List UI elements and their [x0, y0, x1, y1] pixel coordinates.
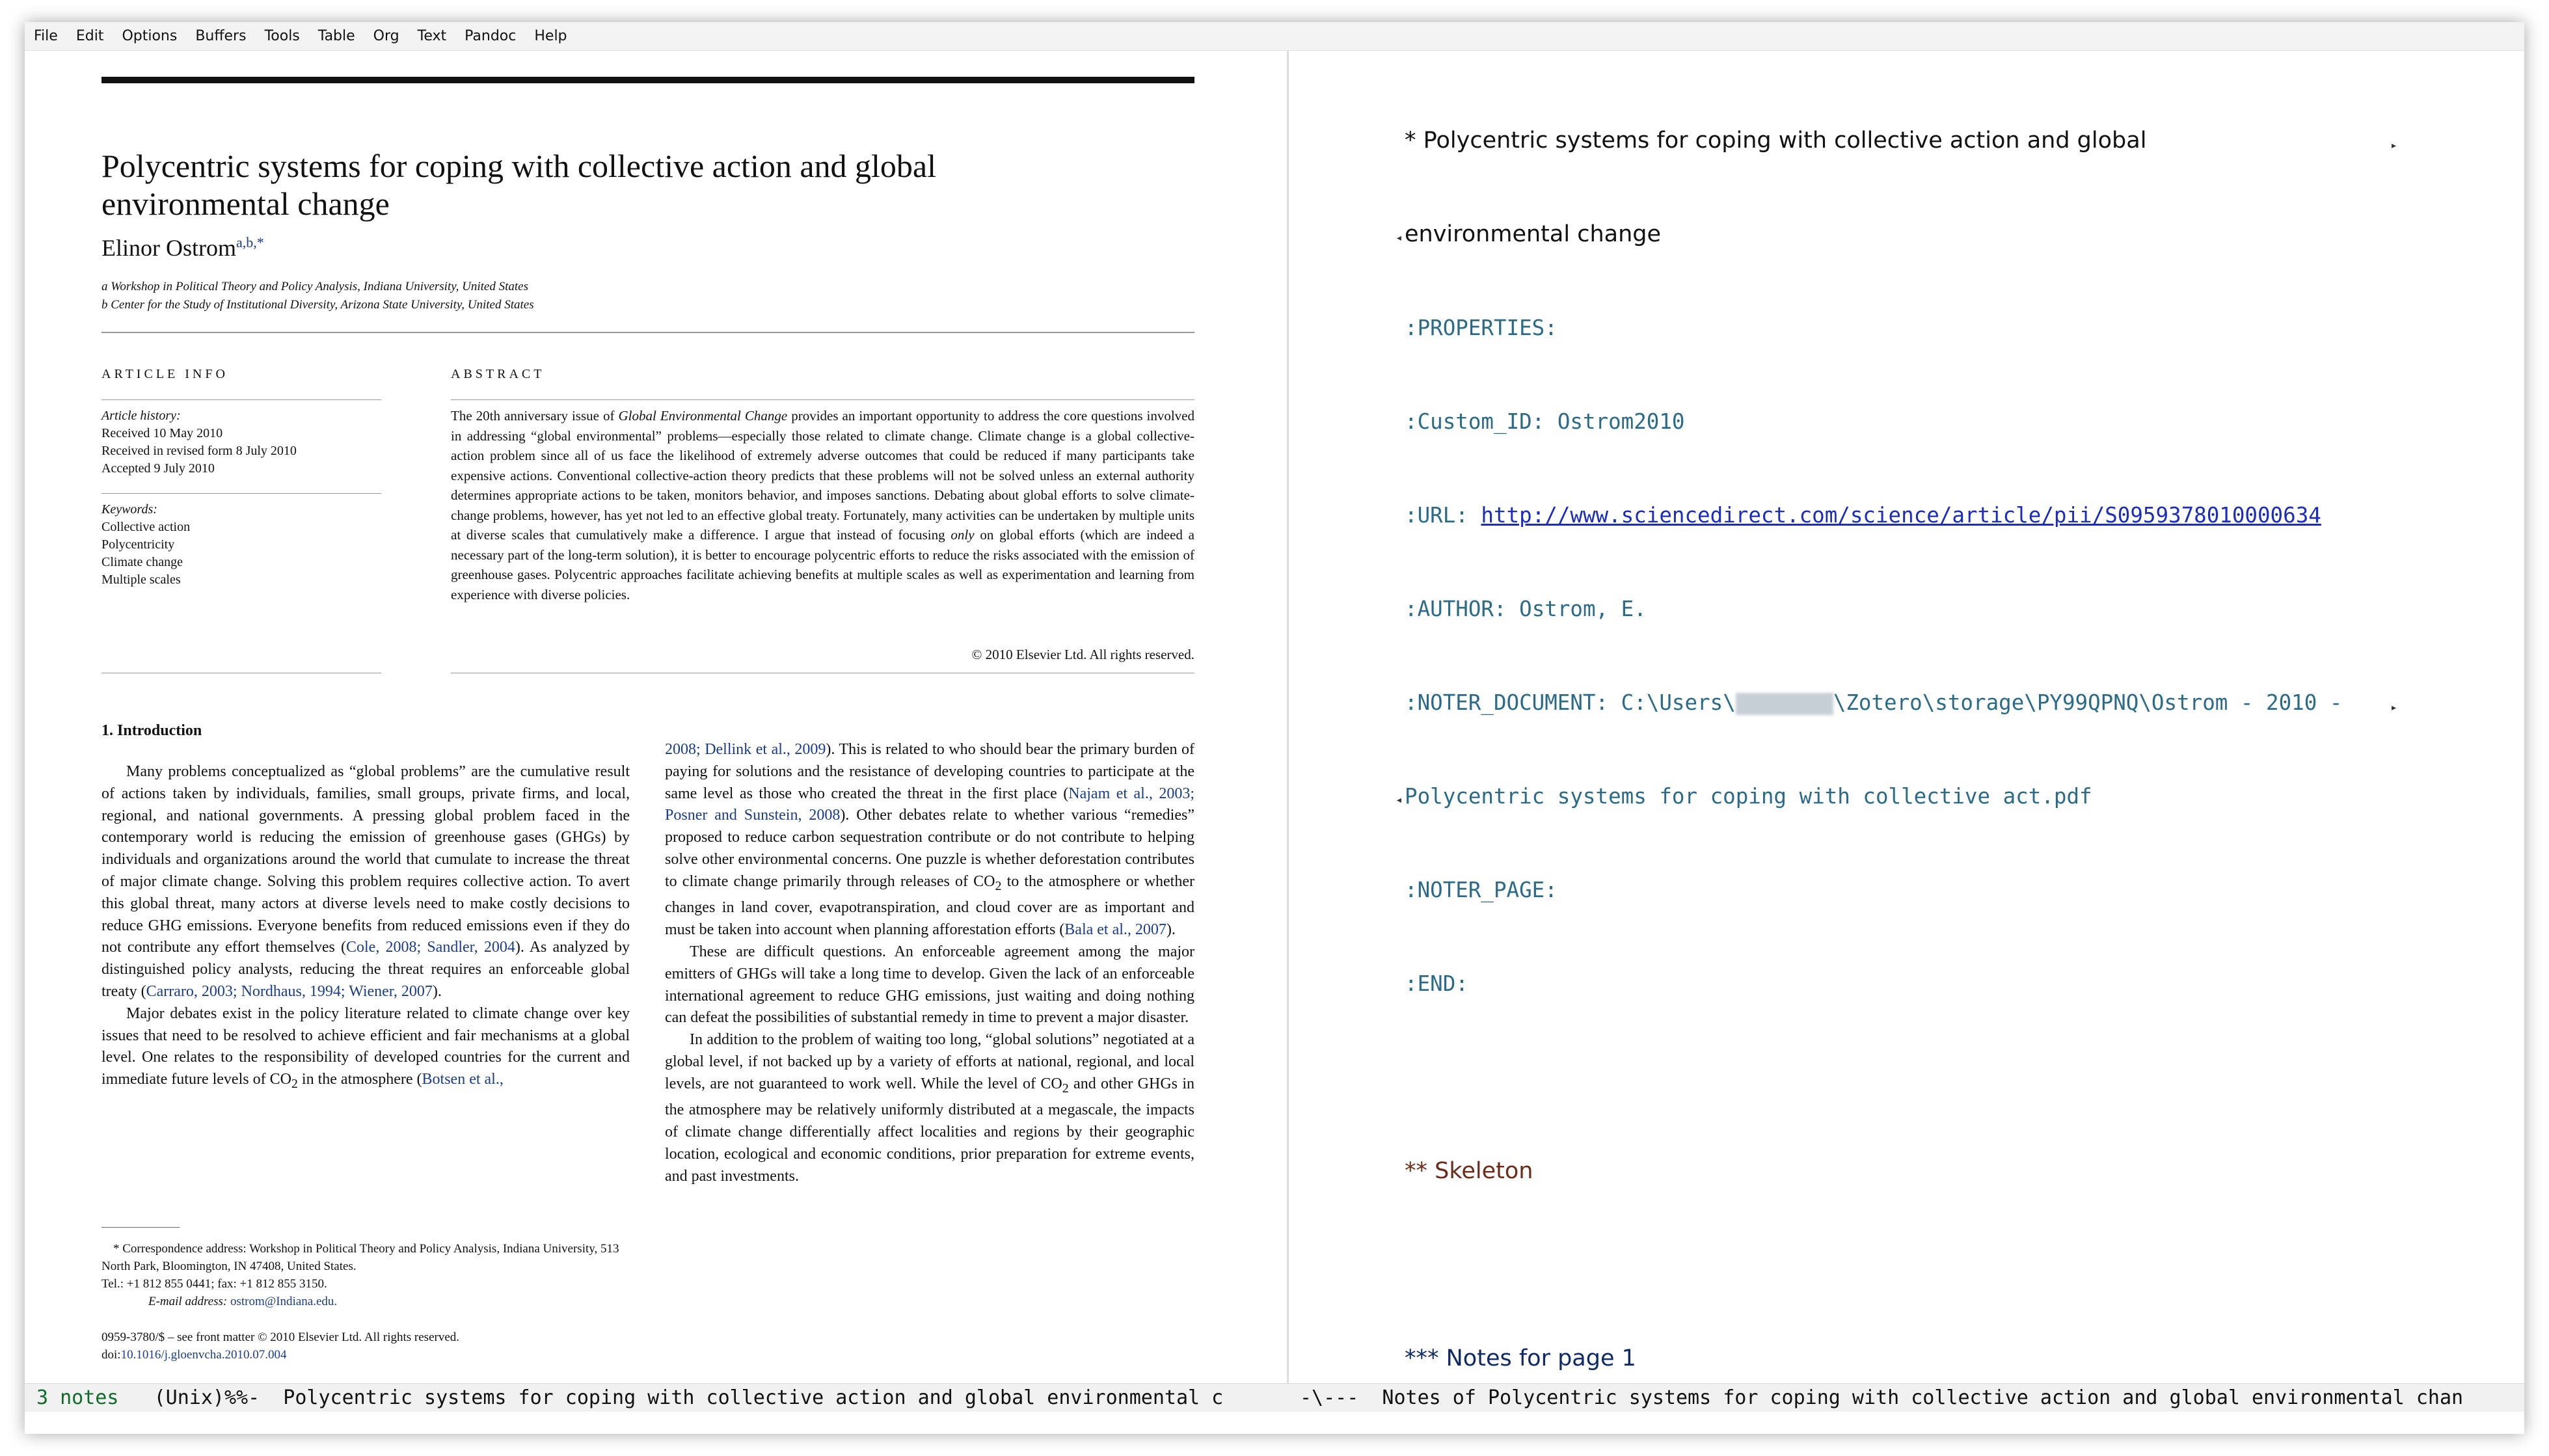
text-run: ). Other debates relate to whether various “remedies” proposed to reduce carbon sequestration contribute or do not contribute to helping solve other environmental concerns. One puzzle is whether deforestation contributes to climate change primarily through releases of CO: [665, 807, 1194, 890]
properties-drawer-end: :END:: [1405, 971, 1468, 996]
subscript: 2: [995, 878, 1002, 893]
paragraph: [665, 1029, 1194, 1187]
text-run: ). This is related to who should bear the primary burden of paying for solutions and the resistance of developing countries to participate at the same level as those who created the threat in the first place (: [665, 741, 1194, 802]
org-line: [1396, 219, 2394, 250]
text-run: Major debates exist in the policy literature related to climate change over key issues that need to be resolved to achieve efficient and fair mechanisms at a global level. One relates to the responsibility of developed countries for the current and immediate future levels of CO: [101, 1004, 630, 1088]
menu-buffers[interactable]: Buffers: [195, 28, 247, 44]
menu-org[interactable]: Org: [373, 28, 399, 44]
property-value: \Zotero\storage\PY99QPNQ\Ostrom - 2010 -: [1833, 690, 2343, 715]
pdf-pane[interactable]: [25, 51, 1287, 1383]
wrap-left-arrow-icon: ◂: [1396, 793, 1403, 807]
footnote: [101, 1240, 635, 1310]
menu-tools[interactable]: Tools: [264, 28, 300, 44]
property-key: :NOTER_DOCUMENT:: [1405, 690, 1609, 715]
org-line: [1396, 781, 2394, 812]
email-link[interactable]: ostrom@Indiana.edu.: [230, 1295, 338, 1308]
org-line: [1405, 312, 2394, 344]
menu-file[interactable]: File: [34, 28, 58, 44]
menu-text[interactable]: Text: [417, 28, 447, 44]
paragraph: [101, 1003, 630, 1096]
article-title: [101, 147, 1077, 222]
menu-table[interactable]: Table: [317, 28, 355, 44]
property-key: :Custom_ID:: [1405, 409, 1545, 434]
text-column-1: [101, 761, 630, 1096]
property-value: C:\Users\: [1621, 690, 1736, 715]
property-value: Ostrom, E.: [1519, 597, 1647, 621]
footnote-tel: Tel.: +1 812 855 0441; fax: +1 812 855 3150.: [101, 1277, 327, 1291]
menu-edit[interactable]: Edit: [75, 28, 104, 44]
org-heading-3[interactable]: *** Notes for page 1: [1405, 1345, 1636, 1371]
journal-name: Global Environmental Change: [618, 408, 788, 424]
url-link[interactable]: http://www.sciencedirect.com/science/article/pii/S0959378010000634: [1481, 503, 2321, 528]
properties-drawer-start: :PROPERTIES:: [1405, 316, 1558, 340]
keyword: Polycentricity: [101, 537, 175, 552]
journal-header-rule: [101, 77, 1194, 83]
copyright: © 2010 Elsevier Ltd. All rights reserved.: [971, 647, 1194, 662]
wrap-left-arrow-icon: ◂: [1396, 231, 1403, 245]
abstract-text: [451, 406, 1194, 604]
org-line: [1405, 1155, 2394, 1187]
emacs-window: [25, 22, 2524, 1434]
email-label: E-mail address:: [148, 1295, 230, 1308]
text-run: to the atmosphere or whether changes in land cover, evapotranspiration, and cloud cover are as important and must be taken into account when planning afforestation efforts (: [665, 872, 1194, 939]
abstract-emphasis: only: [951, 527, 975, 543]
org-line: [1405, 406, 2394, 437]
property-value: Polycentric systems for coping with collective act.pdf: [1405, 784, 2092, 809]
mode-line-buffer-info: (Unix)%%- Polycentric systems for coping with collective action and global environmental c: [118, 1386, 1224, 1409]
text-run: ).: [432, 982, 442, 1000]
footnote-rule: [101, 1227, 180, 1228]
keyword: Climate change: [101, 555, 183, 569]
mode-line-buffer-info: -\--- Notes of Polycentric systems for coping with collective action and global environmental chan: [1300, 1386, 2464, 1409]
citation-link[interactable]: Botsen et al.,: [422, 1071, 504, 1088]
text-column-2: [665, 739, 1194, 1188]
issn-doi: [101, 1328, 635, 1364]
paragraph: [665, 739, 1194, 941]
citation-link[interactable]: Bala et al., 2007: [1064, 921, 1167, 939]
keyword: Multiple scales: [101, 573, 181, 587]
subscript: 2: [1062, 1081, 1069, 1096]
org-line: [1405, 500, 2394, 531]
paragraph: These are difficult questions. An enforceable agreement among the major emitters of GHGs will take a long time to develop. Given the lack of an enforceable international agreement to reduce GHG emissions, just waiting and doing nothing can defeat the possibilities of substantial remedy in time to prevent a major disaster.: [665, 943, 1194, 1027]
echo-area[interactable]: [25, 1412, 2524, 1434]
wrap-right-arrow-icon: ▸: [2390, 701, 2397, 714]
org-blank-line: [1405, 1249, 2394, 1280]
org-blank-line: [1405, 1062, 2394, 1093]
article-history: [101, 407, 381, 478]
text-run: Many problems conceptualized as “global problems” are the cumulative result of actions taken by individuals, families, small groups, private firms, and local, regional, and national governments. A pressing global problem faced in the contemporary world is reducing the emission of greenhouse gases (GHGs) by individuals and organizations around the world that cumulate to increase the threat of major climate change. Solving this problem requires collective action. To avert this global threat, many actors at diverse levels need to make costly decisions to reduce GHG emissions. Everyone benefits from reduced emissions even if they do not contribute any effort themselves (: [101, 763, 630, 956]
keyword: Collective action: [101, 520, 191, 534]
text-run: ).: [1166, 921, 1176, 939]
org-line: [1405, 593, 2394, 625]
issn: 0959-3780/$ – see front matter © 2010 Elsevier Ltd. All rights reserved.: [101, 1330, 460, 1344]
citation-link[interactable]: Cole, 2008; Sandler, 2004: [345, 939, 515, 956]
divider: [451, 399, 1194, 400]
text-run: ). As analyzed by distinguished policy analysts, reducing the threat requires an enforceable global treaty (: [101, 939, 630, 1000]
history-revised: Received in revised form 8 July 2010: [101, 444, 297, 458]
org-line: [1405, 687, 2397, 718]
citation-link[interactable]: Najam et al., 2003; Posner and Sunstein, 2008: [665, 785, 1195, 824]
org-buffer[interactable]: [1396, 62, 2397, 1383]
citation-link[interactable]: 2008; Dellink et al., 2009: [665, 741, 826, 758]
property-value: Ostrom2010: [1557, 409, 1685, 434]
org-line: [1405, 874, 2394, 906]
abstract-heading: ABSTRACT: [451, 367, 545, 381]
abstract-part: provides an important opportunity to address the core questions involved in addressing “global environmental” problems—especially those related to climate change. Climate change is a global collective-action problem since all of us face the likelihood of extremely adverse outcomes that could be reduced if many participants take expensive actions. Conventional collective-action theory predicts that these problems will not be solved unless an external authority determines appropriate actions to be taken, monitors behavior, and imposes sanctions. Debating about global efforts to solve climate-change problems, however, has yet not led to an effective global treaty. Fortunately, many activities can be undertaken by multiple units at diverse scales that cumulatively make a difference. I argue that instead of focusing: [451, 408, 1195, 543]
affiliation-b: b Center for the Study of Institutional Diversity, Arizona State University, United States: [101, 298, 534, 312]
mode-line: [25, 1383, 2524, 1412]
author-name: Elinor Ostrom: [101, 235, 236, 261]
mode-line-left[interactable]: [36, 1386, 1312, 1409]
org-heading-1-cont[interactable]: environmental change: [1405, 221, 1662, 247]
menu-help[interactable]: Help: [534, 28, 567, 44]
menu-options[interactable]: Options: [122, 28, 178, 44]
keywords-label: Keywords:: [101, 502, 157, 517]
history-label: Article history:: [101, 409, 181, 423]
mode-line-right[interactable]: [1300, 1386, 2524, 1409]
footnote-address: * Correspondence address: Workshop in Political Theory and Policy Analysis, Indiana University, 513 North Park, Bloomington, IN 47408, United States.: [101, 1242, 619, 1273]
redacted-username: [1736, 693, 1833, 715]
doi-link[interactable]: 10.1016/j.gloenvcha.2010.07.004: [120, 1348, 287, 1362]
subscript: 2: [291, 1076, 298, 1091]
author-affiliation-marks[interactable]: a,b,*: [236, 234, 264, 250]
wrap-right-arrow-icon: ▸: [2390, 139, 2397, 152]
property-key: :AUTHOR:: [1405, 597, 1507, 621]
divider: [101, 332, 1194, 333]
history-accepted: Accepted 9 July 2010: [101, 461, 215, 476]
org-heading-1[interactable]: * Polycentric systems for coping with collective action and global: [1405, 128, 2147, 154]
doi-label: doi:: [101, 1348, 121, 1362]
divider: [101, 493, 381, 494]
org-notes-pane[interactable]: [1289, 51, 2524, 1383]
section-heading-introduction: 1. Introduction: [101, 722, 202, 739]
affiliation-a: a Workshop in Political Theory and Policy Analysis, Indiana University, United States: [101, 280, 528, 293]
citation-link[interactable]: Carraro, 2003; Nordhaus, 1994; Wiener, 2007: [146, 982, 433, 1000]
org-line: [1405, 1343, 2394, 1374]
org-line: [1405, 968, 2394, 999]
abstract-part: The 20th anniversary issue of: [451, 408, 619, 424]
article-info-heading: ARTICLE INFO: [101, 367, 228, 381]
org-heading-2[interactable]: ** Skeleton: [1405, 1158, 1533, 1184]
menu-pandoc[interactable]: Pandoc: [465, 28, 517, 44]
notes-count: 3 notes: [36, 1386, 119, 1409]
article-author: [101, 234, 264, 262]
article-title-line-1: Polycentric systems for coping with collective action and global: [101, 148, 937, 184]
property-key: :URL:: [1405, 503, 1468, 528]
text-run: and other GHGs in the atmosphere may be relatively uniformly distributed at a megascale, the impacts of climate change differentially affect localities and regions by their geographic location, ecological and economic conditions, prior preparation for extreme events, and past investments.: [665, 1075, 1195, 1185]
abstract-part: on global efforts (which are indeed a necessary part of the long-term solution), it is better to encourage polycentric efforts to reduce the risks associated with the emission of greenhouse gases. Polycentric approaches facilitate achieving benefits at multiple scales as well as experimentation and learning from experience with diverse policies.: [451, 527, 1194, 602]
paragraph: [101, 761, 630, 1003]
keywords: [101, 501, 381, 589]
text-run: In addition to the problem of waiting too long, “global solutions” negotiated at a global level, if not backed up by a variety of efforts at national, regional, and local levels, are not guaranteed to work well. While the level of CO: [665, 1031, 1194, 1092]
text-run: in the atmosphere (: [297, 1071, 422, 1088]
divider: [101, 399, 381, 400]
property-key: :NOTER_PAGE:: [1405, 878, 1558, 902]
history-received: Received 10 May 2010: [101, 426, 223, 440]
org-line: [1405, 125, 2397, 156]
menu-bar: [25, 22, 2524, 51]
article-title-line-2: environmental change: [101, 185, 390, 222]
